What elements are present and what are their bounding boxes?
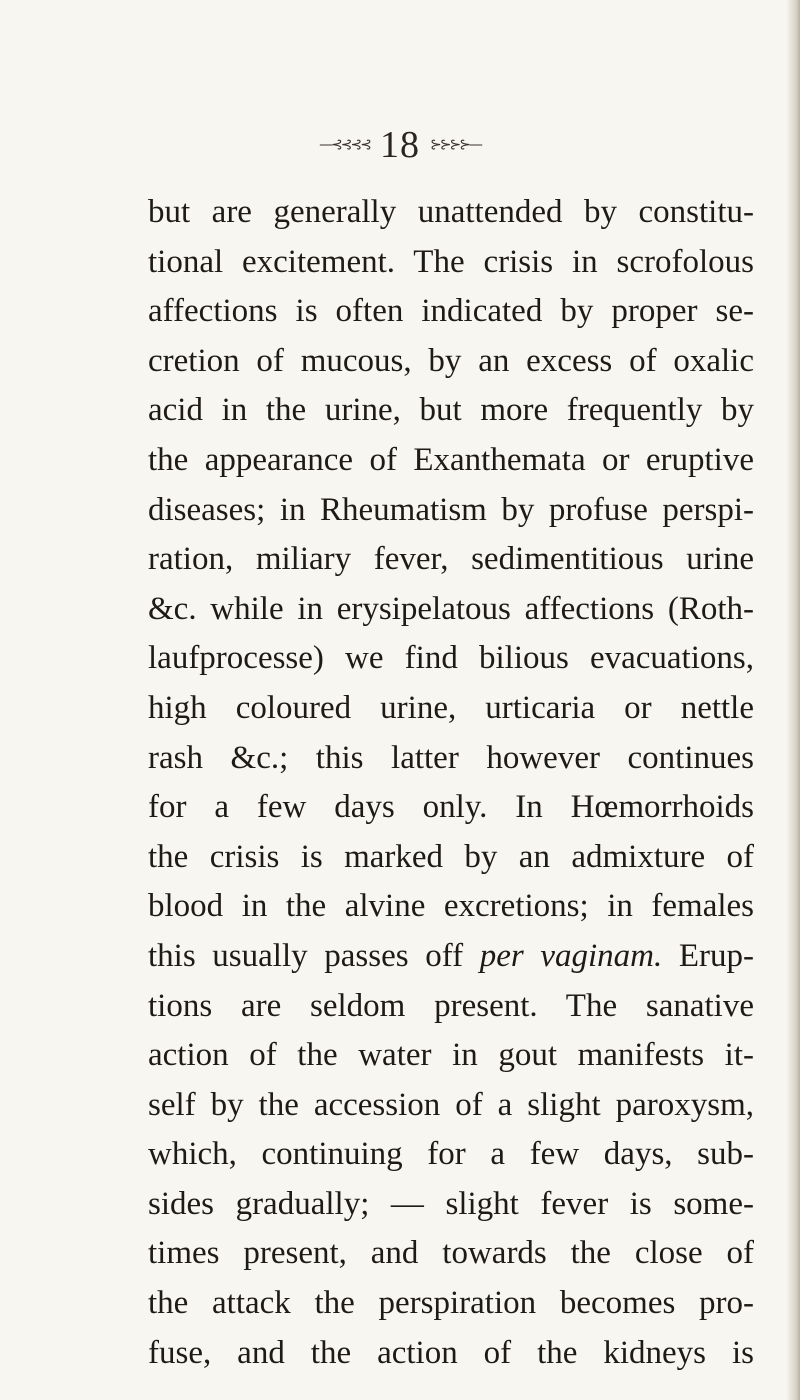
text-line: acid in the urine, but more frequently by bbox=[148, 392, 754, 429]
text-line: cretion of mucous, by an excess of oxalic bbox=[148, 342, 754, 379]
header-ornament-right: ⊱⊱⊱⊱— bbox=[430, 137, 481, 153]
body-text bbox=[148, 188, 754, 1378]
text-line: sides gradually; — slight fever is some- bbox=[148, 1185, 754, 1222]
text-line: ration, miliary fever, sedimentitious urine bbox=[148, 541, 754, 578]
text-line: self by the accession of a slight paroxysm, bbox=[148, 1086, 754, 1123]
page-edge-shadow bbox=[786, 0, 800, 1400]
text-line: for a few days only. In Hœmorrhoids bbox=[148, 789, 754, 826]
text-line: but are generally unattended by constitu- bbox=[148, 194, 754, 230]
text-line: blood in the alvine excretions; in females bbox=[148, 888, 754, 925]
text-line: times present, and towards the close of bbox=[148, 1235, 754, 1272]
text-line: affections is often indicated by proper se- bbox=[148, 293, 754, 330]
page-number: 18 bbox=[380, 124, 420, 166]
text-line: high coloured urine, urticaria or nettle bbox=[148, 689, 754, 726]
text-line: rash &c.; this latter however continues bbox=[148, 739, 754, 776]
text-line: diseases; in Rheumatism by profuse perspi- bbox=[148, 491, 754, 528]
text-line: which, continuing for a few days, sub- bbox=[148, 1136, 754, 1173]
text-line: laufprocesse) we find bilious evacuations, bbox=[148, 640, 754, 677]
text-line: the crisis is marked by an admixture of bbox=[148, 838, 754, 875]
italic-phrase: per vaginam. bbox=[479, 937, 663, 974]
text-line: &c. while in erysipelatous affections (Roth- bbox=[148, 590, 754, 627]
text-line: the attack the perspiration becomes pro- bbox=[148, 1285, 754, 1322]
text-line: the appearance of Exanthemata or eruptive bbox=[148, 441, 754, 478]
text-line: fuse, and the action of the kidneys is bbox=[148, 1334, 754, 1371]
header-ornament-left: —⊰⊰⊰⊰ bbox=[319, 137, 370, 153]
page-header bbox=[0, 120, 800, 170]
text-segment: this usually passes off bbox=[148, 937, 464, 974]
text-line: action of the water in gout manifests it- bbox=[148, 1037, 754, 1074]
text-segment: Erup- bbox=[678, 937, 754, 974]
text-line-with-italic bbox=[148, 932, 754, 982]
text-line: tional excitement. The crisis in scrofolous bbox=[148, 243, 754, 280]
text-line: tions are seldom present. The sanative bbox=[148, 987, 754, 1024]
